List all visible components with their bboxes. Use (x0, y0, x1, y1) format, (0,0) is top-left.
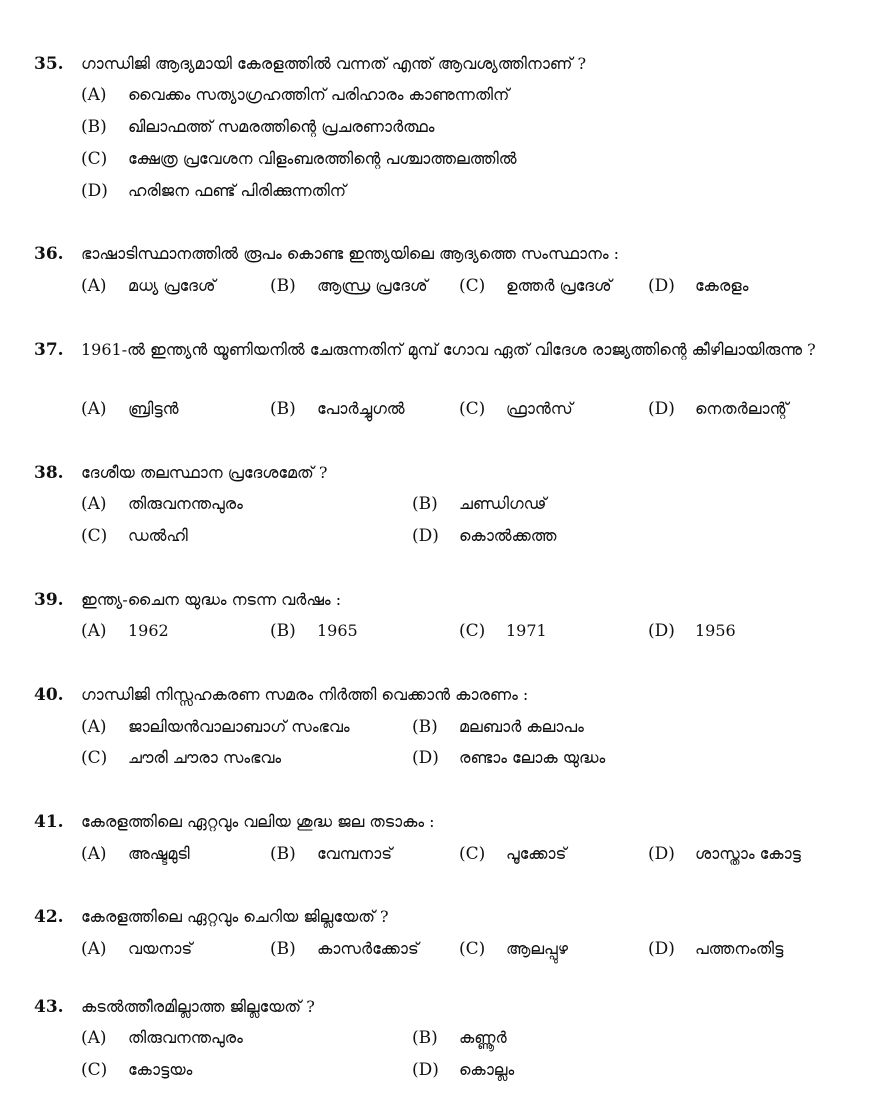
question-text: ദേശീയ തലസ്ഥാന പ്രദേശമേത് ? (81, 463, 328, 482)
option-text: നെതർലാന്റ് (695, 399, 789, 418)
option-text: വയനാട് (128, 939, 193, 958)
option-label: (A) (81, 621, 107, 641)
option-text: തിരുവനന്തപുരം (128, 494, 243, 513)
option-label: (A) (81, 939, 107, 959)
option-label: (A) (81, 276, 107, 296)
option-text: ബ്രിട്ടൻ (128, 399, 179, 418)
option-label: (C) (81, 149, 108, 169)
option-label: (C) (81, 526, 108, 546)
option-text: തിരുവനന്തപുരം (128, 1028, 243, 1047)
option-text: പൂക്കോട് (506, 844, 567, 863)
option-text: വേമ്പനാട് (317, 844, 393, 863)
option-label: (C) (81, 1060, 108, 1080)
option-text: മധ്യ പ്രദേശ് (128, 276, 216, 295)
question-number: 38. (34, 463, 64, 483)
question-number: 41. (34, 812, 64, 832)
option-label: (A) (81, 494, 107, 514)
question-number: 37. (34, 340, 64, 360)
option-label: (B) (270, 844, 296, 864)
option-text: കോട്ടയം (128, 1060, 193, 1079)
option-text: ചൗരി ചൗരാ സംഭവം (128, 748, 282, 767)
option-label: (B) (412, 1028, 438, 1048)
option-text: ഉത്തർ പ്രദേശ് (506, 276, 612, 295)
option-text: ഹരിജന ഫണ്ട് പിരിക്കുന്നതിന് (128, 181, 346, 200)
option-label: (C) (81, 748, 108, 768)
question-number: 42. (34, 907, 64, 927)
option-text: വൈക്കം സത്യാഗ്രഹത്തിന് പരിഹാരം കാണുന്നതിന് (128, 85, 510, 104)
option-text: ആലപ്പുഴ (506, 939, 568, 958)
question-number: 43. (34, 997, 64, 1017)
question-number: 39. (34, 590, 64, 610)
question-number: 35. (34, 54, 64, 74)
option-label: (B) (270, 939, 296, 959)
option-label: (C) (459, 939, 486, 959)
option-label: (D) (648, 276, 675, 296)
option-text: പത്തനംതിട്ട (695, 939, 784, 958)
option-label: (D) (648, 621, 675, 641)
question-text: ഭാഷാടിസ്ഥാനത്തിൽ രൂപം കൊണ്ട ഇന്ത്യയിലെ ആദ്യത്തെ സംസ്ഥാനം : (81, 244, 620, 263)
option-label: (D) (412, 1060, 439, 1080)
option-label: (B) (270, 399, 296, 419)
option-text: കണ്ണൂർ (459, 1028, 507, 1047)
option-text: ക്ഷേത്ര പ്രവേശന വിളംബരത്തിന്റെ പശ്ചാത്തലത്തിൽ (128, 149, 517, 168)
option-label: (A) (81, 844, 107, 864)
option-label: (A) (81, 399, 107, 419)
option-label: (B) (81, 117, 107, 137)
option-text: 1965 (317, 621, 358, 640)
option-text: 1962 (128, 621, 169, 640)
question-number: 40. (34, 685, 64, 705)
question-text: കേരളത്തിലെ ഏറ്റവും വലിയ ശുദ്ധ ജല തടാകം : (81, 812, 435, 831)
option-text: ജാലിയൻവാലാബാഗ് സംഭവം (128, 717, 350, 736)
option-label: (D) (412, 526, 439, 546)
option-text: ചണ്ഡിഗഢ് (459, 494, 547, 513)
option-label: (C) (459, 844, 486, 864)
option-label: (C) (459, 399, 486, 419)
option-label: (B) (270, 276, 296, 296)
option-text: ഫ്രാൻസ് (506, 399, 573, 418)
option-label: (D) (648, 844, 675, 864)
option-label: (D) (648, 399, 675, 419)
question-text: കേരളത്തിലെ ഏറ്റവും ചെറിയ ജില്ലയേത് ? (81, 907, 389, 926)
question-text: കടൽത്തീരമില്ലാത്ത ജില്ലയേത് ? (81, 997, 315, 1016)
option-label: (A) (81, 1028, 107, 1048)
option-text: കേരളം (695, 276, 749, 295)
option-label: (D) (81, 181, 108, 201)
option-text: ഡൽഹി (128, 526, 188, 545)
option-text: ആന്ധ്ര പ്രദേശ് (317, 276, 428, 295)
option-text: അഷ്ടമുടി (128, 844, 190, 863)
option-label: (D) (648, 939, 675, 959)
option-label: (A) (81, 717, 107, 737)
option-text: 1971 (506, 621, 547, 640)
question-text: 1961-ൽ ഇന്ത്യൻ യൂണിയനിൽ ചേരുന്നതിന് മുമ്പ് ഗോവ ഏത് വിദേശ രാജ്യത്തിന്റെ കീഴിലായിരുന്നു ? (81, 340, 816, 359)
question-text: ഗാന്ധിജി നിസ്സഹകരണ സമരം നിർത്തി വെക്കാൻ കാരണം : (81, 685, 529, 704)
option-text: പോർച്ചുഗൽ (317, 399, 405, 418)
option-text: ഖിലാഫത്ത് സമരത്തിന്റെ പ്രചരണാർത്ഥം (128, 117, 435, 136)
option-label: (B) (270, 621, 296, 641)
option-label: (B) (412, 717, 438, 737)
option-text: ശാസ്താം കോട്ട (695, 844, 801, 863)
option-label: (C) (459, 621, 486, 641)
option-label: (C) (459, 276, 486, 296)
option-label: (B) (412, 494, 438, 514)
question-number: 36. (34, 244, 64, 264)
option-text: മലബാർ കലാപം (459, 717, 584, 736)
question-text: ഗാന്ധിജി ആദ്യമായി കേരളത്തിൽ വന്നത് എന്ത് ആവശ്യത്തിനാണ് ? (81, 54, 587, 73)
option-label: (A) (81, 85, 107, 105)
question-text: ഇന്ത്യ-ചൈന യുദ്ധം നടന്ന വർഷം : (81, 590, 342, 609)
option-text: രണ്ടാം ലോക യുദ്ധം (459, 748, 606, 767)
option-text: കൊൽക്കത്ത (459, 526, 557, 545)
option-label: (D) (412, 748, 439, 768)
option-text: കൊല്ലം (459, 1060, 515, 1079)
option-text: കാസർക്കോട് (317, 939, 419, 958)
option-text: 1956 (695, 621, 736, 640)
